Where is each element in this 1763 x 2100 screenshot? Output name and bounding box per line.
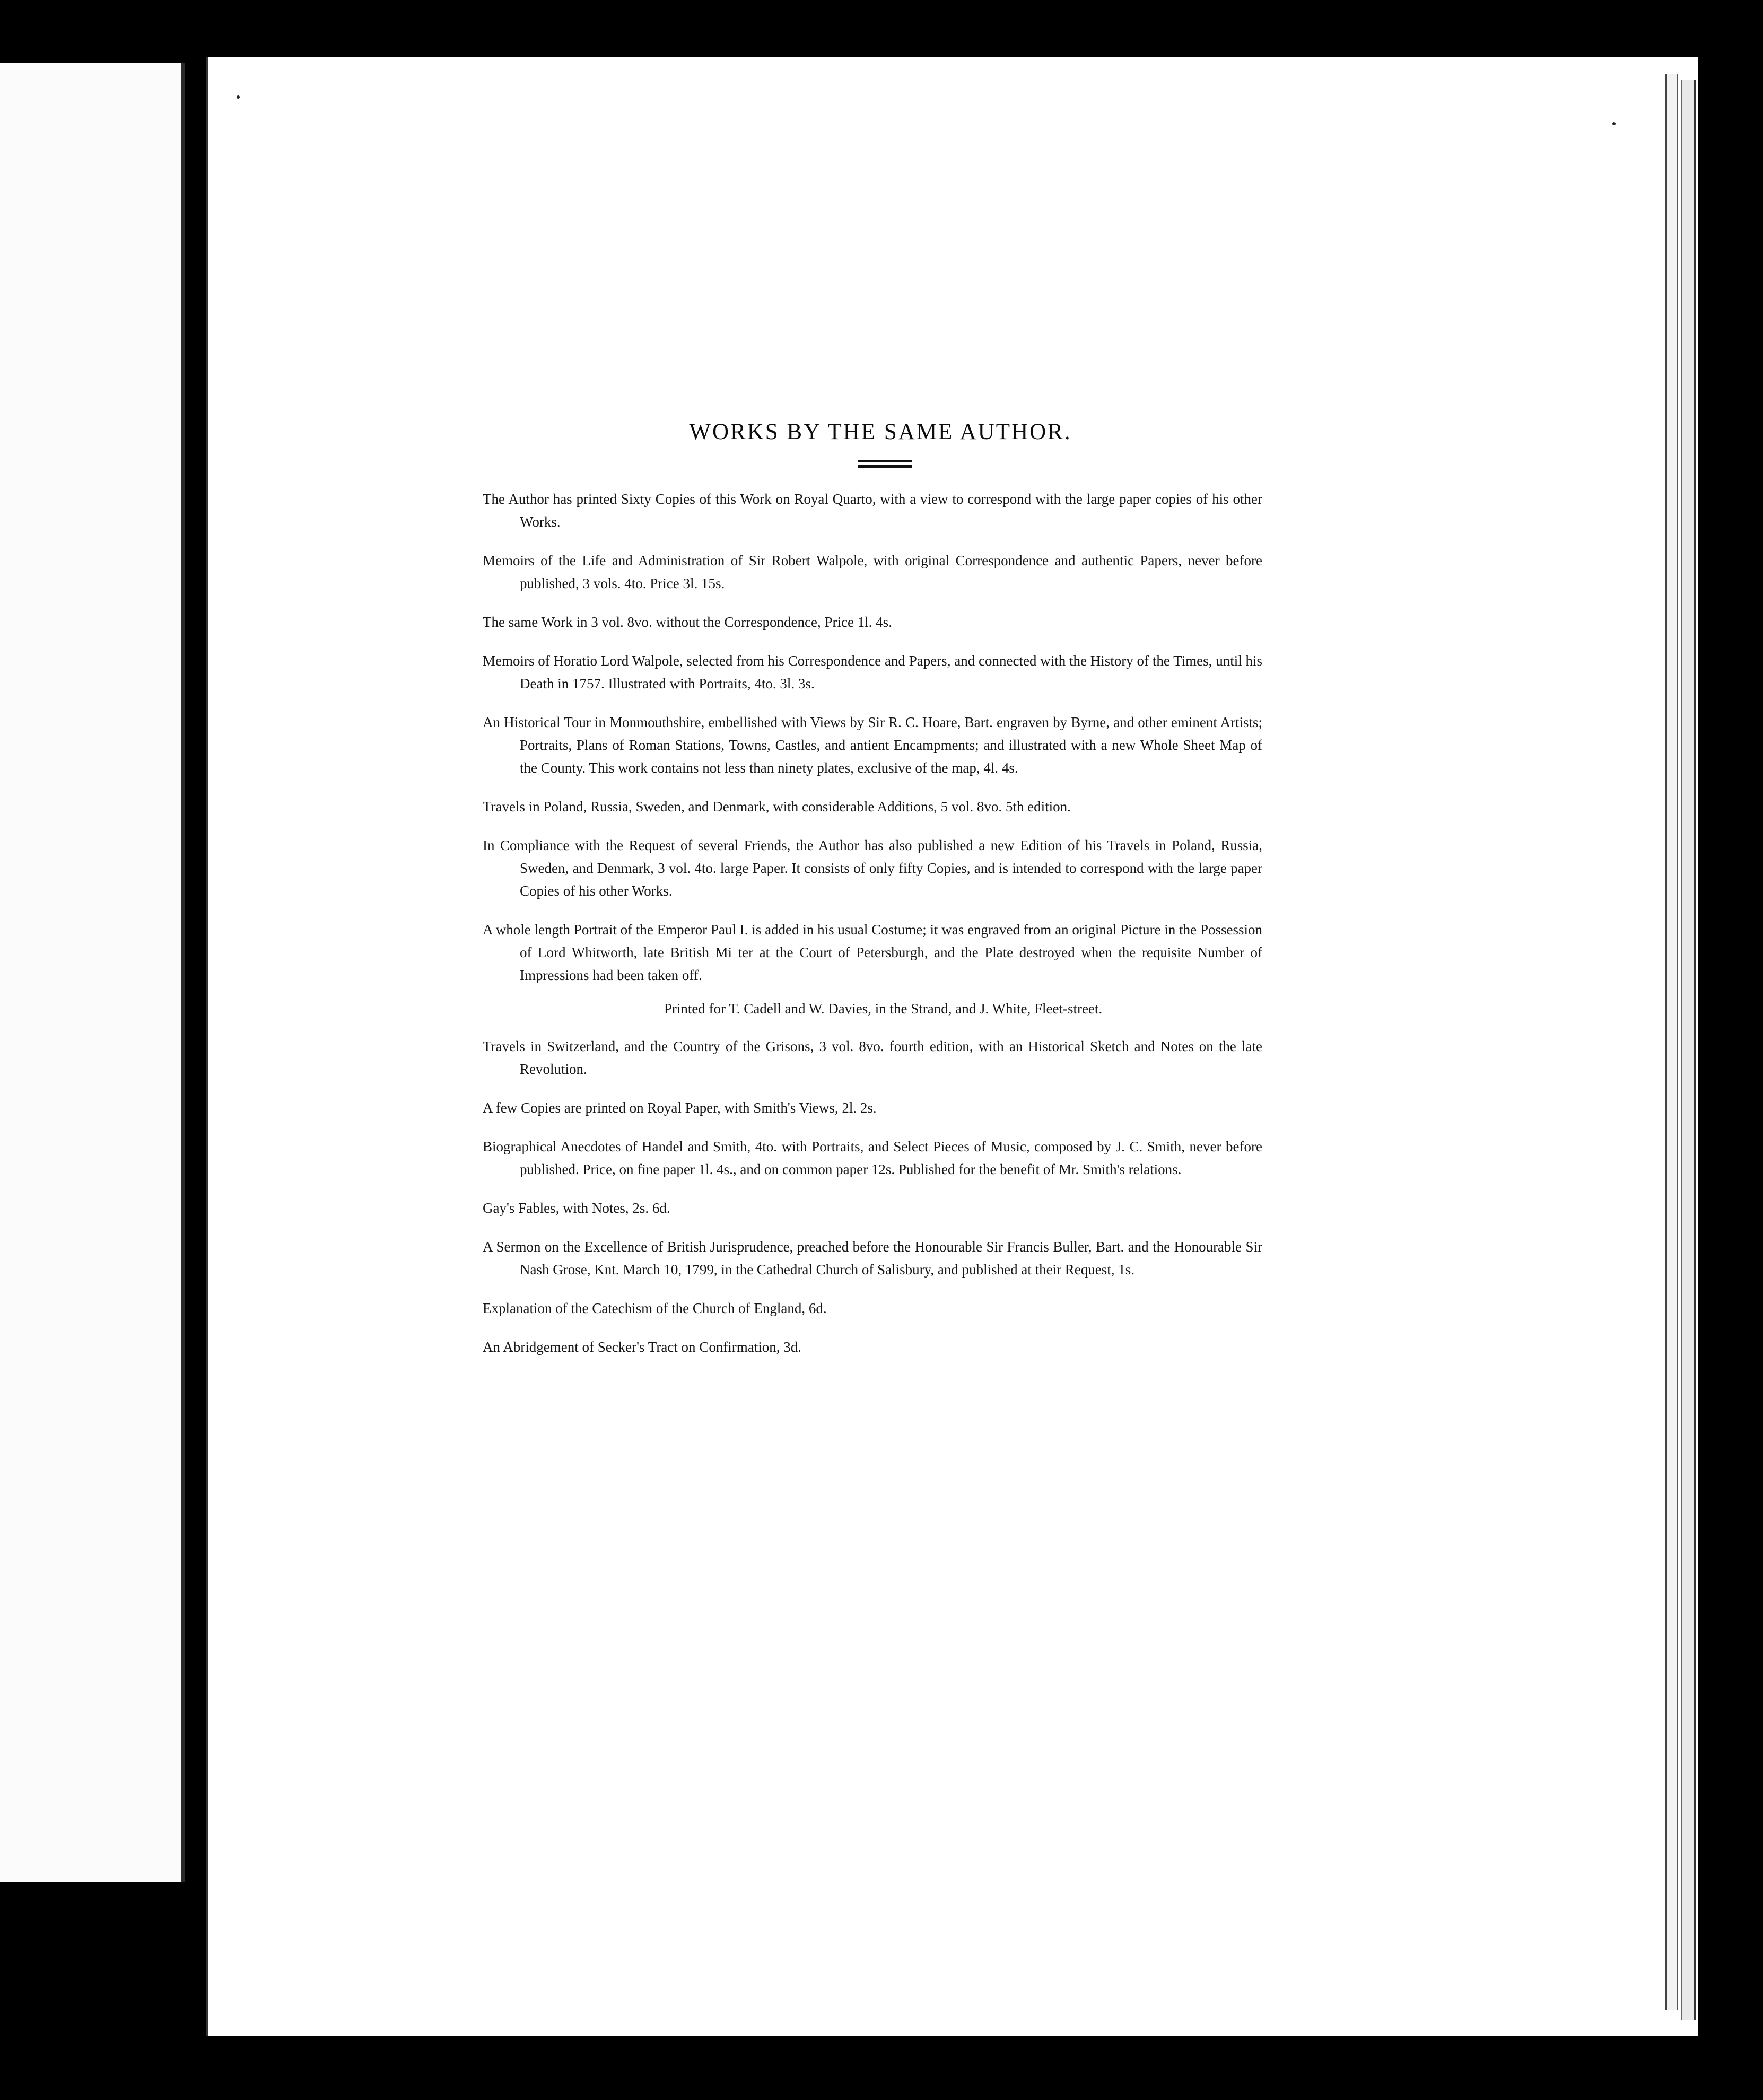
facing-page-edge <box>0 63 185 1882</box>
page-content <box>483 419 1262 1375</box>
list-item: Travels in Switzerland, and the Country of the Grisons, 3 vol. 8vo. fourth edition, with an Historical Sketch and Notes on the late Revolution. <box>483 1038 1262 1077</box>
list-item: An Historical Tour in Monmouthshire, embellished with Views by Sir R. C. Hoare, Bart. engraven by Byrne, and other eminent Artists; Portraits, Plans of Roman Stations, Towns, Castles, and antient Encampments; and illustrated with a new Whole Sheet Map of the County. This work contains not less than ninety plates, exclusive of the map, 4l. 4s. <box>483 714 1262 776</box>
ink-speck <box>1612 122 1616 125</box>
page-edge-strip-outer <box>1681 80 1696 2020</box>
page-edge-strip <box>1665 74 1678 2010</box>
list-item: Memoirs of Horatio Lord Walpole, selected from his Correspondence and Papers, and connected with the History of the Times, until his Death in 1757. Illustrated with Portraits, 4to. 3l. 3s. <box>483 653 1262 692</box>
list-item: Memoirs of the Life and Administration of Sir Robert Walpole, with original Correspondence and authentic Papers, never before published, 3 vols. 4to. Price 3l. 15s. <box>483 553 1262 591</box>
works-list <box>483 488 1262 1359</box>
list-item: A few Copies are printed on Royal Paper, with Smith's Views, 2l. 2s. <box>483 1100 877 1116</box>
list-item: A Sermon on the Excellence of British Jurisprudence, preached before the Honourable Sir Francis Buller, Bart. and the Honourable Sir Nash Grose, Knt. March 10, 1799, in the Cathedral Church of Salisbury, and published at their Request, 1s. <box>483 1239 1262 1278</box>
list-item: The Author has printed Sixty Copies of this Work on Royal Quarto, with a view to correspond with the large paper copies of his other Works. <box>483 491 1262 530</box>
publisher-imprint: Printed for T. Cadell and W. Davies, in the Strand, and J. White, Fleet-street. <box>664 1001 1103 1017</box>
list-item: An Abridgement of Secker's Tract on Confirmation, 3d. <box>483 1339 802 1355</box>
list-item: A whole length Portrait of the Emperor Paul I. is added in his usual Costume; it was engraved from an original Picture in the Possession of Lord Whitworth, late British Mi ter at the Court of Petersburgh, and the Plate destroyed when the requisite Number of Impressions had been taken off. <box>483 922 1262 983</box>
list-item: In Compliance with the Request of several Friends, the Author has also published a new Edition of his Travels in Poland, Russia, Sweden, and Denmark, 3 vol. 4to. large Paper. It consists of only fifty Copies, and is intended to correspond with the large paper Copies of his other Works. <box>483 837 1262 899</box>
page-title: WORKS BY THE SAME AUTHOR. <box>689 419 1072 444</box>
title-rule <box>858 460 912 468</box>
list-item: Travels in Poland, Russia, Sweden, and Denmark, with considerable Additions, 5 vol. 8vo. 5th edition. <box>483 799 1071 815</box>
ink-speck <box>237 95 240 99</box>
list-item: Explanation of the Catechism of the Church of England, 6d. <box>483 1300 827 1316</box>
list-item: Biographical Anecdotes of Handel and Smith, 4to. with Portraits, and Select Pieces of Music, composed by J. C. Smith, never before published. Price, on fine paper 1l. 4s., and on common paper 12s. Published for the benefit of Mr. Smith's relations. <box>483 1139 1262 1177</box>
list-item: Gay's Fables, with Notes, 2s. 6d. <box>483 1200 670 1216</box>
list-item: The same Work in 3 vol. 8vo. without the Correspondence, Price 1l. 4s. <box>483 614 892 630</box>
